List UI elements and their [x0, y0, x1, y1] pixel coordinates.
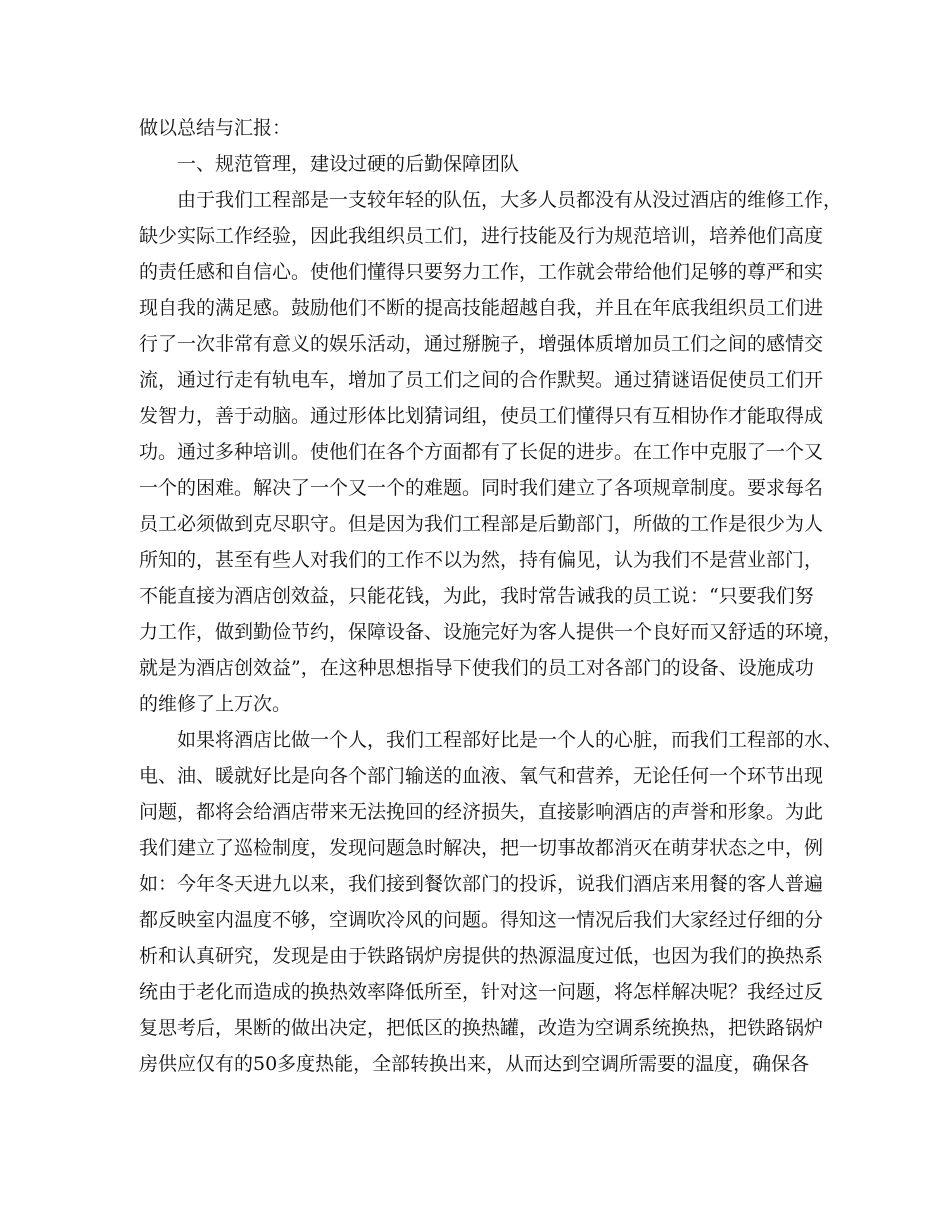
text-line: 不能直接为酒店创效益，只能花钱，为此，我时常告诫我的员工说：“只要我们努 — [139, 585, 814, 607]
text-line: 缺少实际工作经验，因此我组织员工们，进行技能及行为规范培训，培养他们高度 — [139, 225, 824, 247]
text-line: 的维修了上万次。 — [139, 693, 292, 715]
text-line: 流，通过行走有轨电车，增加了员工们之间的合作默契。通过猜谜语促使员工们开 — [139, 369, 824, 391]
paragraph-first-line: 由于我们工程部是一支较年轻的队伍，大多人员都没有从没过酒店的维修工作， — [177, 189, 843, 211]
text-line: 我们建立了巡检制度，发现问题急时解决，把一切事故都消灭在萌芽状态之中，例 — [139, 837, 824, 859]
text-line: 问题，都将会给酒店带来无法挽回的经济损失，直接影响酒店的声誉和形象。为此 — [139, 801, 824, 823]
text-line: 复思考后，果断的做出决定，把低区的换热罐，改造为空调系统换热，把铁路锅炉 — [139, 1017, 824, 1039]
section-heading: 一、规范管理，建设过硬的后勤保障团队 — [177, 153, 520, 175]
text-line: 行了一次非常有意义的娱乐活动，通过掰腕子，增强体质增加员工们之间的感情交 — [139, 333, 824, 355]
text-line: 就是为酒店创效益”，在这种思想指导下使我们的员工对各部门的设备、设施成功 — [139, 657, 814, 679]
text-line: 做以总结与汇报： — [139, 117, 292, 139]
text-line: 现自我的满足感。鼓励他们不断的提高技能超越自我，并且在年底我组织员工们进 — [139, 297, 824, 319]
text-line: 的责任感和自信心。使他们懂得只要努力工作，工作就会带给他们足够的尊严和实 — [139, 261, 824, 283]
text-line: 电、油、暖就好比是向各个部门输送的血液、氧气和营养，无论任何一个环节出现 — [139, 765, 824, 787]
text-line: 房供应仅有的50多度热能，全部转换出来，从而达到空调所需要的温度，确保各 — [139, 1053, 810, 1075]
text-line: 析和认真研究，发现是由于铁路锅炉房提供的热源温度过低，也因为我们的换热系 — [139, 945, 824, 967]
text-line: 都反映室内温度不够，空调吹冷风的问题。得知这一情况后我们大家经过仔细的分 — [139, 909, 824, 931]
text-line: 发智力，善于动脑。通过形体比划猜词组，使员工们懂得只有互相协作才能取得成 — [139, 405, 824, 427]
text-line: 所知的，甚至有些人对我们的工作不以为然，持有偏见，认为我们不是营业部门， — [139, 549, 824, 571]
text-line: 功。通过多种培训。使他们在各个方面都有了长促的进步。在工作中克服了一个又 — [139, 441, 824, 463]
text-line: 员工必须做到克尽职守。但是因为我们工程部是后勤部门，所做的工作是很少为人 — [139, 513, 824, 535]
text-line: 一个的困难。解决了一个又一个的难题。同时我们建立了各项规章制度。要求每名 — [139, 477, 824, 499]
paragraph-first-line: 如果将酒店比做一个人，我们工程部好比是一个人的心脏，而我们工程部的水、 — [177, 729, 843, 751]
text-line: 如：今年冬天进九以来，我们接到餐饮部门的投诉，说我们酒店来用餐的客人普遍 — [139, 873, 824, 895]
text-line: 统由于老化而造成的换热效率降低所至，针对这一问题，将怎样解决呢？我经过反 — [139, 981, 824, 1003]
text-line: 力工作，做到勤俭节约，保障设备、设施完好为客人提供一个良好而又舒适的环境， — [139, 621, 843, 643]
